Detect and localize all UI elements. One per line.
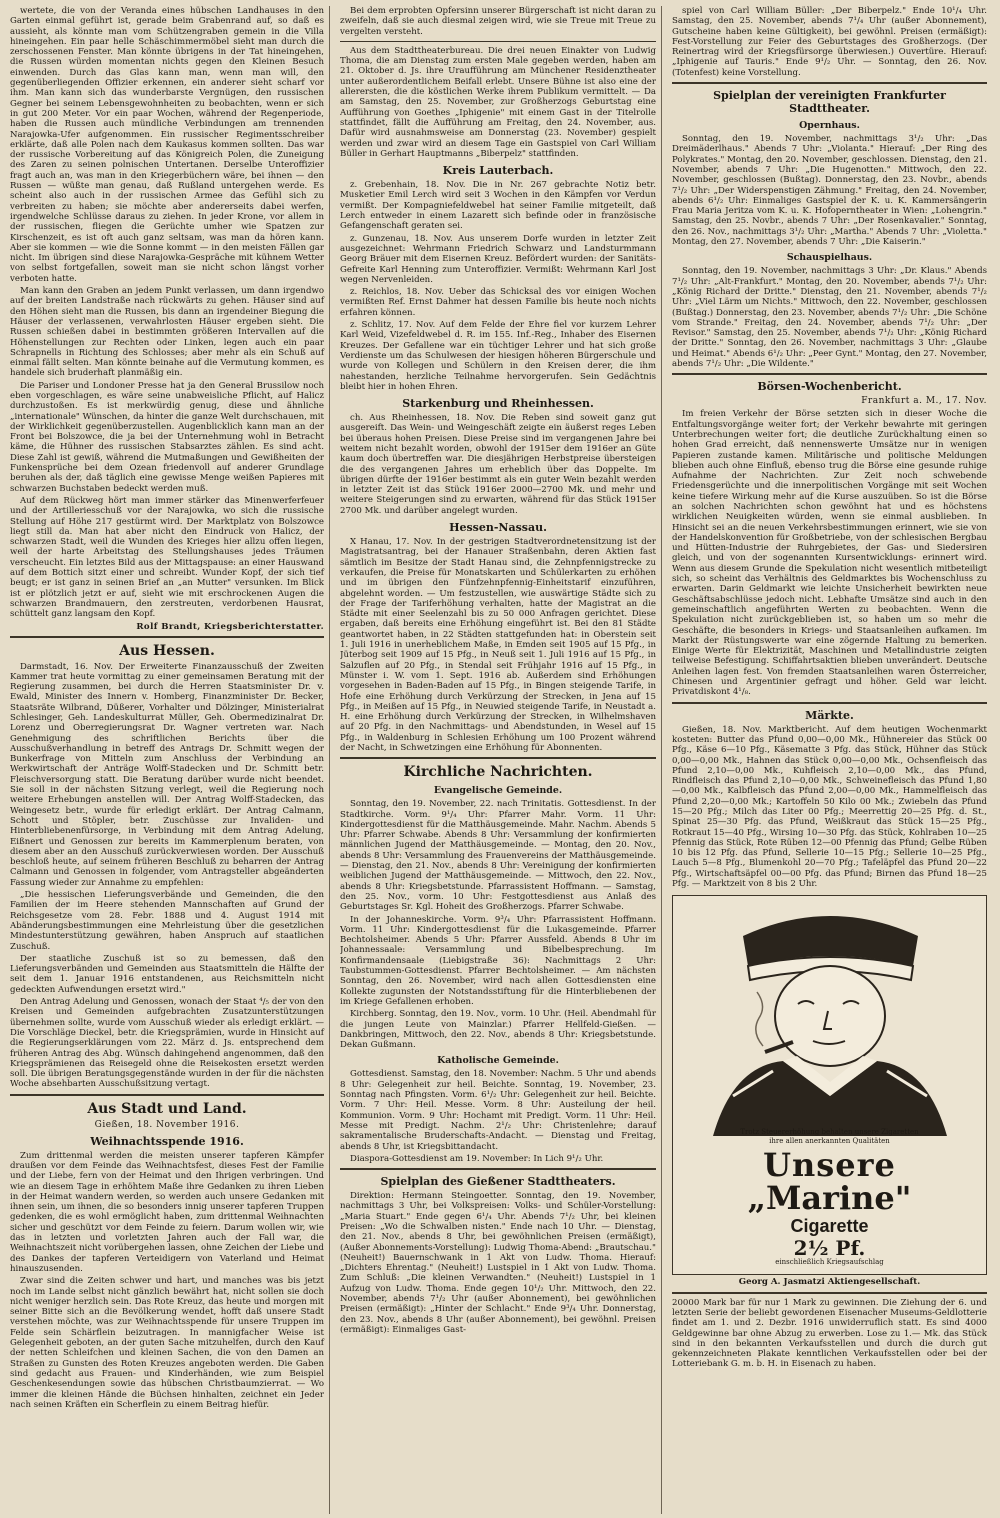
article-gunzenau: z. Gunzenau, 18. Nov. Aus unserem Dorfe wurden in letzter Zeit ausgezeichnet: Wehrmann Friedrich Schwarz und Landsturmmann Georg Bräuer mit dem Eisernen Kreuz. Befördert wurden: der Sanitäts-Gefreite Karl Henning zum Unteroffizier. Vermißt: Wehrmann Karl Jost wegen Nervenleiden. [340,233,656,285]
subheading-opernhaus: Opernhaus. [799,120,860,132]
article-marktbericht: Gießen, 18. Nov. Marktbericht. Auf dem heutigen Wochenmarkt kosteten: Butter das Pfund 0,00—0,00 Mk., Hühnereier das Stück 00 Pfg., Käse 6—10 Pfg., Käsematte 3 Pfg. das Stück, Hühner das Stück 0,00—0,00 Mk., Hahnen das Stück 0,00—0,00 Mk., Ochsenfleisch das Pfund 2,10—0,00 Mk., Kuhfleisch 2,10—0,00 Mk., das Pfund, Rindfleisch das Pfund 2,10—0,00 Mk., Schweinefleisch das Pfund 1,80—0,00 Mk., Kalbfleisch das Pfund 2,00—0,00 Mk., Hammelfleisch das Pfund 2,20—0,00 Mk.; Kartoffeln 50 Kilo 00 Mk.; Zwiebeln das Pfund 15—20 Pfg.; Milch das Liter 00 Pfg.; Meerrettig 20—25 Pfg. d. St., Spinat 25—30 Pfg. das Pfund, Weißkraut das Stück 15—25 Pfg., Rotkraut 15—40 Pfg., Wirsing 10—30 Pfg. das Stück, Kohlraben 10—25 Pfennig das Stück, Rote Rüben 12—00 Pfennig das Pfund; Gelbe Rüben 10 bis 12 Pfg. das Pfund, Sellerie 10—15 Pfg.; Sellerie 10—25 Pfg., Lauch 5—8 Pfg., Blumenkohl 20—70 Pfg.; Tafeläpfel das Pfund 20—22 Pfg., Wirtschaftsäpfel 00—00 Pfg. das Pfund; Birnen das Pfund 18—25 Pfg. — Marktzeit von 8 bis 2 Uhr. [672,724,987,890]
article-weihnachtsspende-2: Zwar sind die Zeiten schwer und hart, und manches was bis jetzt noch im Lande selbst nicht gänzlich bewährt hat, nicht sollen sie doch nicht weniger herzlich sein. Das Rote Kreuz, das heute und morgen mit seiner Bitte sich an die Bevölkerung wendet, hofft daß unsere Stadt verstehen möchte, was zur Weihnachtsspende für unsere Truppen im Felde sein Schärflein beizutragen. In mannigfacher Weise ist Gelegenheit geboten, an der guten Sache mitzuhelfen, durch den Kauf der netten Schleifchen und kleinen Sachen, die von den Damen an Straßen zu Gunsten des Roten Kreuzes angeboten werden. Die Gaben sind gedacht aus Frauen- und Kinderhänden, wie zum Beispiel Geschenkesendungen sowie das hübschen Christbaumzierrat. — Wo immer die kleinen Hände die Büchsen hinhalten, zeichnet ein Jeder nach seinen Kräften ein Scherflein zu einem Beitrag hiefür. [10,1276,324,1410]
section-heading-lauterbach: Kreis Lauterbach. [442,164,554,178]
section-heading-frankfurt: Spielplan der vereinigten Frankfurter Stadttheater. [713,89,946,116]
ad-headline-1: Unsere [763,1146,896,1185]
ad-note-1: einschließlich Kriegsaufschlag [775,1258,884,1267]
divider [672,82,987,84]
section-heading-starkenburg: Starkenburg und Rheinhessen. [402,397,594,411]
section-heading-maerkte: Märkte. [805,708,854,722]
article-front-report-2: Man kann den Graben an jedem Punkt verlassen, um dann irgendwo auf der breiten Landstraße nach rückwärts zu gehen. Häuser sind auf den Höhen sieht man die Russen, bis dann an irgendeiner Biegung die Häuser der verlassenen, verwahrlosten Häuser ergeben sieht. Die Russen schießen dabei in bestimmten größeren Intervallen auf die Höhenstellungen zur Rechten oder Linken, legen auch ein paar Schrapnells in Richtung des Schlosses; aber mehr als ein Schuß auf einmal fällt selten. Man könnte beinahe auf die Vermutung kommen, es handele sich bruderhaft planmäßig ein. [10,286,324,379]
section-heading-stadt: Aus Stadt und Land. [87,1100,247,1117]
article-hanau: X Hanau, 17. Nov. In der gestrigen Stadtverordnetensitzung ist der Magistratsantrag, bei der Hanauer Straßenbahn, deren Aktien fast sämtlich im Besitze der Stadt Hanau sind, die Zehnpfennigstrecke zu verkaufen, die Preise für Monatskarten und Schülerkarten zu erhöhen und im übrigen den Fünfzehnpfennig-Einheitstarif einzuführen, abgelehnt worden. — Um festzustellen, wie auswärtige Städte sich zu der Frage der Tariferhöhung verhalten, hatte der Magistrat an die Städte mit einer Seelenzahl bis zu 50 000 Anfragen gerichtet. Diese ergaben, daß bereits eine Erhöhung eingeführt ist. Bei den 81 Städte geantwortet haben, in 22 Städten stattgefunden hat: in Oberstein seit 1. Juli 1916 in unerheblichem Maße, in Emden seit 1905 auf 15 Pfg., in Jüterbog seit 1909 auf 15 Pfg., in Neuß seit 1. Juli 1916 auf 15 Pfg., in Salzuflen auf 20 Pfg., in Stendal seit Frühjahr 1916 auf 15 Pfg., in Münster i. W. vom 1. Sept. 1916 ab. Außerdem sind Erhöhungen vorgesehen in Baden-Baden auf 15 Pfg., in Bingen steigende Tarife, in Hofe eine Erhöhung durch Verkürzung der Strecken, in Jena auf 15 Pfg., in Meißen auf 15 Pfg., in Neuwied steigende Tarife, in Neustadt a. H. eine Erhöhung durch Verkürzung der Strecken, in Wilhelmshaven auf 20 Pfg. in den Nachmittags- und Abendstunden, in Wesel auf 15 Pfg., in Waldenburg in Schlesien Erhöhung um 100 Prozent während der Nacht, in Schwetzingen eine Erhöhung für Abonnenten. [340,537,656,753]
article-weihnachtsspende: Zum drittenmal werden die meisten unserer tapferen Kämpfer draußen vor dem Feinde das Weihnachtsfest, dieses Fest der Familie und der Liebe, fern von der Heimat und den Ihrigen verbringen. Und wie an diesem Tage in erhöhtem Maße ihre Gedanken zu ihren Lieben in der Heimat wandern werden, so werden auch unsere Gedanken mit ihnen sein, um ihnen, die so besonders innig unserer tapferen Truppen gedenken, die es wohl ermöglicht haben, zum drittenmal Weihnachten sicher und geschützt vor dem Feinde zu feiern. Darum wollen wir, wie das in letzten und vorletzten Jahren auch der Fall war, die Weihnachtszeit nicht vorübergehen lassen, ohne Zeichen der Liebe und des Dankes der tapferen Verteidigern von Vaterland und Heimat hinauszusenden. [10,1150,324,1274]
lottery-advertisement: 20000 Mark bar für nur 1 Mark zu gewinnen. Die Ziehung der 6. und letzten Serie der beliebt gewordenen Eisenacher Museums-Geldlotterie findet am 1. und 2. Dezbr. 1916 unwiderruflich statt. Es sind 4000 Geldgewinne bar ohne Abzug zu erwerben. Lose zu 1.— Mk. das Stück sind in den bekannten Verkaufsstellen und durch die durch gut gekennzeichneten Plakate kenntlichen Verkaufsstellen oder bei der Lotteriebank G. m. b. H. in Eisenach zu haben. [672,1297,987,1370]
section-heading-kirche: Kirchliche Nachrichten. [403,764,593,781]
subheading-evangelisch: Evangelische Gemeinde. [433,785,563,797]
article-rheinhessen: ch. Aus Rheinhessen, 18. Nov. Die Reben sind soweit ganz gut ausgereift. Das Wein- und Weingeschäft zeigte ein äußerst reges Leben bei überaus hohen Preisen. Diese Preise sind im vergangenen Jahre bei weitem nicht bezahlt worden, obwohl der 1915er dem 1916er an Güte kaum doch übertreffen war. Die diesjährigen Herbstpreise übersteigen die des vergangenen Jahres um erheblich über das Doppelte. Im übrigen dürfte der 1916er bestimmt als ein guter Wein bezahlt werden in letzter Zeit ist das Stück 1916er 2000—2700 Mk. und mehr und weitere Steigerungen sind zu erwarten, während für das Stück 1915er 2700 Mk. und darüber angelegt wurden. [340,413,656,516]
article-grebenhain: z. Grebenhain, 18. Nov. Die in Nr. 267 gebrachte Notiz betr. Musketier Emil Lerch wird seit 3 Wochen in den Kämpfen vor Verdun vermißt. Der Kompagniefeldwebel hat seiner Familie mitgeteilt, daß Lerch entweder in einem Lazarett sich befinde oder in französische Gefangenschaft geraten sei. [340,180,656,232]
article-weihnachtsspende-end: Bei dem erprobten Opfersinn unserer Bürgerschaft ist nicht daran zu zweifeln, daß sie auch diesmal zeigen wird, wie sie Treue mit Treue zu vergelten versteht. [340,6,656,37]
column-3 [672,6,992,1514]
article-front-report-4: Auf dem Rückweg hört man immer stärker das Minenwerferfeuer und der Artilleriesschuß vor der Narajowka, wo sich die russische Stellung auf Höhe 217 gestürmt wird. Der Marktplatz von Bolszowce liegt still da. Man hat aber nicht den Eindruck von Halicz, der schwarzen Stadt, weil die Wunden des Krieges hier allzu offen liegen, weil der harte Arbeitstag des Stellungshauses jedes Träumen verscheucht. Ein letztes Bild aus der Mittagspause: an einer Hauswand auf dem Bottich sitzt einer und schreibt. Wunder Kopf, der sich tief beugt; er ist ganz in seinen Brief an „an Mutter" versunken. Im Blick ist er plötzlich jetzt er auf, sieht wie mit erschrockenen Augen die schwarzen Brandmauern, den zerstreuten, verdorbenen Hausrat, schüttelt ganz langsam den Kopf. [10,495,324,620]
article-spielplan-giessen-end: spiel von Carl William Büller: „Der Biberpelz." Ende 10¹/₄ Uhr. Samstag, den 25. November, abends 7¹/₄ Uhr (außer Abonnement), Gutscheine haben keine Gültigkeit), bei gewöhnl. Preisen (ermäßigt): Fest-Vorstellung zur Feier des Geburtstages des Großherzogs. (Der Reinertrag wird der Kriegsfürsorge überwiesen.) Ouvertüre. Hierauf: „Iphigenie auf Tauris." Ende 9¹/₂ Uhr. — Sonntag, den 26. Nov. (Totenfest) keine Vorstellung. [672,6,987,78]
article-opernhaus: Sonntag, den 19. November, nachmittags 3¹/₂ Uhr: „Das Dreimäderlhaus." Abends 7 Uhr: „Violanta." Hierauf: „Der Ring des Polykrates." Montag, den 20. November, geschlossen. Dienstag, den 21. November, abends 7 Uhr: „Die Hugenotten." Mittwoch, den 22. November, geschlossen (Bußtag). Donnerstag, den 23. Novbr., abends 7¹/₂ Uhr: „Der Widerspenstigen Zähmung." Freitag, den 24. November, abends 6¹/₂ Uhr: Einmaliges Gastspiel der K. u. K. Kammersängerin Frau Maria Jeritza vom K. u. K. Hofoperntheater in Wien: „Lohengrin." Samstag, den 25. Novbr., abends 7 Uhr: „Der Rosenkavalier." Sonntag, den 26. Nov., nachmittags 3¹/₂ Uhr: „Martha." Abends 7 Uhr: „Violetta." Montag, den 27. November, abends 7 Uhr: „Die Kaiserin." [672,134,987,248]
dateline-boerse: Frankfurt a. M., 17. Nov. [861,396,987,407]
divider [10,1094,324,1096]
divider [672,373,987,375]
divider [672,702,987,704]
section-heading-nassau: Hessen-Nassau. [449,521,547,535]
subheading-schauspielhaus: Schauspielhaus. [786,252,873,264]
divider [10,636,324,638]
article-stadttheater: Aus dem Stadttheaterbureau. Die drei neuen Einakter von Ludwig Thoma, die am Dienstag zum ersten Male gegeben werden, haben am 21. Oktober d. Js. ihre Uraufführung am Münchener Residenztheater unter außerordentlichem Beifall erlebt. Unsere Bühne ist also eine der allerersten, die die köstlichen Werke ihrem Publikum vermittelt. — Da am Samstag, den 25. November, zur Großherzogs Geburtstag eine Aufführung von Goethes „Iphigenie" mit einem Gast in der Titelrolle stattfindet, fällt die Aufführung am Freitag, den 24. November, aus. Dafür wird ausnahmsweise am Donnerstag (23. November) gespielt werden und zwar wird an diesem Tage ein Gastspiel von Carl William Büller in Gerhart Hauptmanns „Biberpelz" stattfinden. [340,45,656,159]
article-heading-weihnachtsspende: Weihnachtsspende 1916. [90,1134,244,1148]
section-heading-hessen: Aus Hessen. [119,642,215,659]
cigarette-advertisement [672,895,987,1275]
author-signature: Rolf Brandt, Kriegsberichterstatter. [136,621,324,632]
column-1 [10,6,330,1514]
divider [340,757,656,759]
ad-price: 2½ Pf. [793,1236,866,1261]
divider [340,1168,656,1170]
article-darmstadt-2: Den Antrag Adelung und Genossen, wonach der Staat ⁴/₅ der von den Kreisen und Gemeinden aufgebrachten Zusatzunterstützungen übernehmen sollte, wurde vom Ausschuß wieder als erledigt erklärt. — Die Vorschläge Dieckel, betr. die Kriegsprämien, wurde in Hinsicht auf die Regierungserklärungen vom 22. März d. Js. entsprechend dem früheren Antrag des Abg. Wünsch dahingehend angenommen, daß den Kriegsprämienen das Reisegeld ohne die Reisekosten ersetzt werden soll. Die übrigen Beratungsgegenstände wurden in der für die nächsten Woche absehbarten Ausschußsitzung vertagt. [10,997,324,1090]
section-heading-spielplan-giessen: Spielplan des Gießener Stadttheaters. [380,1175,616,1189]
ad-note-3: ihre allen anerkannten Qualitäten [769,1137,890,1146]
article-front-report-3: Die Pariser und Londoner Presse hat ja den General Brussilow noch eben vorgeschlagen, es wäre seine unabweisliche Pflicht, auf Halicz durchzustoßen. Es ist merkwürdig genug, diese und ähnliche „internationale" Wünschen, da hinter die ganze Welt durchschauen, mit der Wirklichkeit gegenüberzustellen. Augenblicklich kann man an der Front bei Bolszowce, die ja bei der Unternehmung wohl in Betracht käme, die Hühner des russischen Stabsarztes zählen. Es sind acht. Diese Zahl ist gewiß, während die Mutmaßungen und Gewißheiten der Funkensprüche bei dem Ozean friedenvoll auf anderer Grundlage beruhen als der, daß täglich eine gewisse Menge weißen Papieres mit schwarzen Buchstaben bedeckt werden muß. [10,380,324,494]
article-stadtkirche: Sonntag, den 19. November, 22. nach Trinitatis. Gottesdienst. In der Stadtkirche. Vorm. 9¹/₄ Uhr: Pfarrer Mahr. Vorm. 11 Uhr: Kindergottesdienst für die Matthäusgemeinde. Mahr. Nachm. Abends 5 Uhr: Pfarrer Schwabe. Abends 8 Uhr: Versammlung der konfirmierten männlichen Jugend der Matthäusgemeinde. — Montag, den 20. Nov., abends 8 Uhr: Versammlung des Frauenvereins der Matthäusgemeinde. — Dienstag, den 21. Nov., abends 8 Uhr: Vereinigung der konfirmierten weiblichen Jugend der Matthäusgemeinde. — Mittwoch, den 22. Nov., abends 8 Uhr: Kriegsbetstunde. Pfarrassistent Hoffmann. — Samstag, den 25. Nov., vorm. 10 Uhr: Festgottesdienst aus Anlaß des Geburtstages Sr. Kgl. Hoheit des Großherzogs. Pfarrer Schwabe. [340,799,656,913]
article-johanneskirche: In der Johanneskirche. Vorm. 9³/₄ Uhr: Pfarrassistent Hoffmann. Vorm. 11 Uhr: Kindergottesdienst für die Lukasgemeinde. Pfarrer Bechtolsheimer. Abends 5 Uhr: Pfarrer Aussfeld. Abends 8 Uhr im Johannessaale: Versammlung und Bibelbesprechung. Im Konfirmandensaale (Liebigstraße 36): Nachmittags 2 Uhr: Taubstummen-Gottesdienst. Pfarrer Bechtolsheimer. — Am nächsten Sonntag, den 26. November, wird nach allen Gottesdiensten eine Kollekte zugunsten der Notstandsstiftung für die Hinterbliebenen der im Kriege Gefallenen erhoben. [340,914,656,1007]
ad-note-2: Trotz Steuererhöhung behalten unsere Zigaretten [740,1128,919,1137]
section-heading-boerse: Börsen-Wochenbericht. [757,380,902,394]
subheading-katholisch: Katholische Gemeinde. [437,1055,559,1067]
dateline: Gießen, 18. November 1916. [94,1119,240,1130]
article-schlitz: z. Schlitz, 17. Nov. Auf dem Felde der Ehre fiel vor kurzem Lehrer Karl Weid, Vizefeldwebel d. R. im 155. Inf.-Reg., Inhaber des Eisernen Kreuzes. Der Gefallene war ein tüchtiger Lehrer und hat sich große Verdienste um das Schulwesen der hiesigen höheren Bürgerschule und wurde von Kollegen und Schülern in den Kreisen derer, die ihm nahestanden, herzliche Teilnahme hervorgerufen. Sein Gedächtnis bleibt hier in hohen Ehren. [340,320,656,392]
article-boerse: Im freien Verkehr der Börse setzten sich in dieser Woche die Entfaltungsvorgänge weiter fort; der Verkehr bewahrte mit geringen Unterbrechungen weiter fort; die deutliche Zurückhaltung einen so hohen Grad erreicht, daß nennenswerte Umsätze nur in wenigen Papieren zustande kamen. Militärische und politische Meldungen blieben auch ohne Einfluß, ebenso trug die Börse eine gesunde ruhige Aufnahme der Nachrichten. Zur Zeit noch schwebende Friedensgerüchte und die innerpolitischen Vorgänge mit seit Wochen keine tiefere Wirkung mehr auf die Kurse auszuüben. So ist die Börse an solchen Nachrichten schon gewöhnt hat und es höchstens wirklichen Neuigkeiten würden, wenn sie einmal ausblieben. In Hinsicht sei an die neuen Verkehrsbestimmungen erinnert, wie sie von der Handelskonvention für Großbetriebe, von der schlesischen Bergbau und Hütten-Industrie der Ruhrgebietes, der Gas- und Siedersiren gleich, und von der sogenannten Kursentwicklungs- erinnert wird. Wenn aus diesem Grunde die Spekulation nicht wesentlich mitbeteiligt sich, so scheint das Verhältnis des Geldmarktes bis Wochenschluss zu erwarten. Darin Geldmarkt wie leichte Unsicherheit bewirkten neue Geschäftsabschlüsse jedoch nicht. Lebhafte Umsätze sind auch in den gemeinschaftlich angeführten Werten zu beobachten. Wenn die Spekulation nicht zurückgeblieben ist, so haben um so mehr die Geschäfte, die besonders in Kriegs- und Staatsanleihen aufkamen. Im Markt der Rüstungswerte war eine zögernde Haltung zu bemerken. Einige Werte für Elektrizität, Maschinen und Metallindustrie zeigten teilweise Befestigung. Schiffahrtsaktien blieben unverändert. Deutsche Anleihen lagen fest. Von fremden Staatsanleihen waren Österreicher, Chinesen und Argentinier gefragt und höher. Geld war leicht. Privatdiskont 4¹/₈. [672,409,987,698]
ad-firm: Georg A. Jasmatzi Aktiengesellschaft. [738,1277,921,1288]
article-darmstadt: Darmstadt, 16. Nov. Der Erweiterte Finanzausschuß der Zweiten Kammer trat heute vormittag zu einer gemeinsamen Beratung mit der Regierung zusammen, bei durch die Herren Staatsminister Dr. v. Ewald, Minister des Innern v. Homberg, Finanzminister Dr. Becker, Staatsräte Wilbrand, Düßerer, Vorhalter und Dölzinger, Ministerialrat Schlesinger, Geh. Landeskulturrat Müller, Geh. Obermedizinalrat Dr. Lorenz und Oberregierungsrat Dr. Wagner vertreten war. Nach Genehmigung des schriftlichen Berichts über die Ausschußverhandlung in betreff des Antrags Dr. Schmitt wegen der Bunkerfrage von Mitteln zum Anschluss der Verbindung an Werkwirtschaft der Anträge Wolff-Stadecken und Dr. Schmitt betr. Fleischversorgung statt. Die Beratung darüber wurde nicht beendet. Sie soll in der nächsten Sitzung verlegt, weil die Regierung noch weitere Erhebungen anstellen will. Der Antrag Wolff-Stadecken, das Weingesetz betr., wurde für erledigt erklärt. Der Antrag Calmann, Schott und Stöpler, betr. Zuschüsse zur Invaliden- und Hinterbliebenenfürsorge, in Verbindung mit dem Antrag Adelung, Eißnert und Genossen zur bereits im Kammerplenum beraten, von diesem aber an den Ausschuß zurückverwiesen worden. Der Ausschuß beschloß heute, auf seinem früheren Beschluß zu beharren der Antrag Calmann und Genossen in folgender, vom Antragsteller abgeänderten Fassung wieder zur Annahme zu empfehlen: [10,661,324,888]
article-front-report: wertete, die von der Veranda eines hübschen Landhauses in den Garten einmal geführt ist, gerade beim Grabenrand auf, so daß es aussieht, als könnte man vom Schützengraben gemein in die Villa hineingehen. Ein paar helle Schäschimmermöbel sieht man durch die zerschossenen Fenster. Man könnte übrigens in der Tat hineingehen, die Russen würden momentan nichts gegen den Kleinen Besuch einwenden. Durch das Glas kann man, wenn man will, den gegenüberliegenden Offizier erkennen, ein anderer sieht scharf vor ihm. Man kann sich das wunderbarste Vergnügen, den russischen Gegner bei seinem Lebensgewohnheiten zu beobachten, wenn er sich in gut 200 Meter. Vor ein paar Wochen, während der Regenperiode, haben die Russen auch mündliche Verbindungen am trennenden Narajowka-Ufer aufgenommen. Ein russischer Regimentsschreiber erklärte, daß alle Polen nach dem Kaukasus kommen sollten. Das war der russische Vorbereitung auf das Königreich Polen, die Zuneigung des Zaren zu seinen polnischen Untertanen. Derselbe Unteroffizier fragt auch an, was man in den Kriegerbüchern wäre, bei ihnen — den Russen — wüßte man genau, daß Rußland untergehen werde. Es scheint also auch in der russischen Armee das Gefühl sich zu verbreiten zu haben; sie möchte aber andererseits dabei werfen, irgendwelche Schlüsse daraus zu ziehen. In jeder Krone, vor allem in der russischen, fliegen die Gerüchte umher wie Spatzen zur Kirschenzeit, es ist oft auch ganz seltsam, was man da hören kann. Aber sie kommen — wie die Sonne kommt — in den meisten Fällen gar nicht. Im übrigen sind diese Narajowka-Gespräche mit kühnem Wetter von selbst fortgefallen, soweit man sie nicht schon längst vorher verboten hatte. [10,6,324,284]
divider [340,41,656,42]
column-2 [340,6,662,1514]
article-katholisch: Gottesdienst. Samstag, den 18. November: Nachm. 5 Uhr und abends 8 Uhr: Gelegenheit zur heil. Beichte. Sonntag, 19. November, 23. Sonntag nach Pfingsten. Vorm. 6¹/₂ Uhr: Gelegenheit zur heil. Beichte. Vorm. 7 Uhr: Heil. Messe. Vorm. 8 Uhr: Austeilung der heil. Kommunion. Vorm. 9 Uhr: Hochamt mit Predigt. Vorm. 11 Uhr: Heil. Messe mit Predigt. Nachm. 2¹/₂ Uhr: Christenlehre; darauf sakramentalische Bruderschafts-Andacht. — Dienstag und Freitag, abends 8 Uhr, ist Kriegsbittandacht. [340,1069,656,1152]
article-schauspielhaus: Sonntag, den 19. November, nachmittags 3 Uhr: „Dr. Klaus." Abends 7¹/₂ Uhr: „Alt-Frankfurt." Montag, den 20. November, abends 7¹/₂ Uhr: „König Richard der Dritte." Dienstag, den 21. November, abends 7¹/₂ Uhr: „Viel Lärm um Nichts." Mittwoch, den 22. November, geschlossen (Bußtag.) Donnerstag, den 23. November, abends 7¹/₂ Uhr: „Die Schöne vom Strande." Freitag, den 24. November, abends 7¹/₂ Uhr: „Der Revisor." Samstag, den 25. November, abends 7¹/₂ Uhr: „König Richard der Dritte." Sonntag, den 26. November, nachmittags 3 Uhr: „Glaube und Heimat." Abends 6¹/₂ Uhr: „Peer Gynt." Montag, den 27. November, abends 7¹/₂ Uhr: „Die Wildente." [672,266,987,370]
divider [672,1292,987,1294]
article-darmstadt-quote-2: Der staatliche Zuschuß ist so zu bemessen, daß den Lieferungsverbänden und Gemeinden aus Staatsmitteln die Hälfte der seit dem 1. Januar 1916 entstandenen, aus Reichsmitteln nicht gedeckten Aufwendungen ersetzt wird." [10,953,324,995]
ad-product: Cigarette [790,1216,869,1237]
ad-headline-2: „Marine" [747,1179,912,1218]
article-kirchberg: Kirchberg. Sonntag, den 19. Nov., vorm. 10 Uhr. (Heil. Abendmahl für die jungen Leute von Mainzlar.) Pfarrer Hellfeld-Gießen. — Dankbringen, Mittwoch, den 22. Nov., abends 8 Uhr: Kriegsbetstunde. Dekan Gußmann. [340,1009,656,1051]
article-darmstadt-quote: „Die hessischen Lieferungsverbände und Gemeinden, die den Familien der im Heere stehenden Mannschaften auf Grund der Reichsgesetze vom 28. Febr. 1888 und 4. August 1914 mit Abänderungsbestimmungen eine Mehrleistung über die gesetzlichen Mindestunterstützung gewähren, haben Anspruch auf staatlichen Zuschuß. [10,890,324,952]
article-diaspora: Diaspora-Gottesdienst am 19. November: In Lich 9¹/₂ Uhr. [350,1153,604,1164]
article-reichlos: z. Reichlos, 18. Nov. Ueber das Schicksal des vor einigen Wochen vermißten Ref. Ernst Dahmer hat dessen Familie bis heute noch nichts erfahren können. [340,287,656,318]
article-spielplan-giessen: Direktion: Hermann Steingoetter. Sonntag, den 19. November, nachmittags 3 Uhr, bei Volkspreisen: Volks- und Schüler-Vorstellung: „Maria Stuart." Ende gegen 6¹/₄ Uhr. Abends 7¹/₂ Uhr, bei kleinen Preisen: „Wo die Schwalben nisten." Ende nach 10 Uhr. — Dienstag, den 21. Nov., abends 8 Uhr, bei gewöhnlichen Preisen (ermäßigt), (Außer Abonnements-Vorstellung): Ludwig Thoma-Abend: „Brautschau." (Neuheit!) Bauernschwank in 1 Akt von Ludw. Thoma. Hierauf: „Dichters Ehrentag." (Neuheit!) Lustspiel in 1 Akt von Ludw. Thoma. Zum Schluß: „Die kleinen Verwandten." (Neuheit!) Lustspiel in 1 Aufzug von Ludw. Thoma. Ende gegen 10¹/₂ Uhr. Mittwoch, den 22. November, abends 7¹/₂ Uhr (außer Abonnement), bei gewöhnlichen Preisen (ermäßigt): „Hinter der Schlacht." Ende 9³/₄ Uhr. Donnerstag, den 23. Nov., abends 8 Uhr (außer Abonnement), bei gewöhnl. Preisen (ermäßigt): Einmaliges Gast- [340,1191,656,1335]
